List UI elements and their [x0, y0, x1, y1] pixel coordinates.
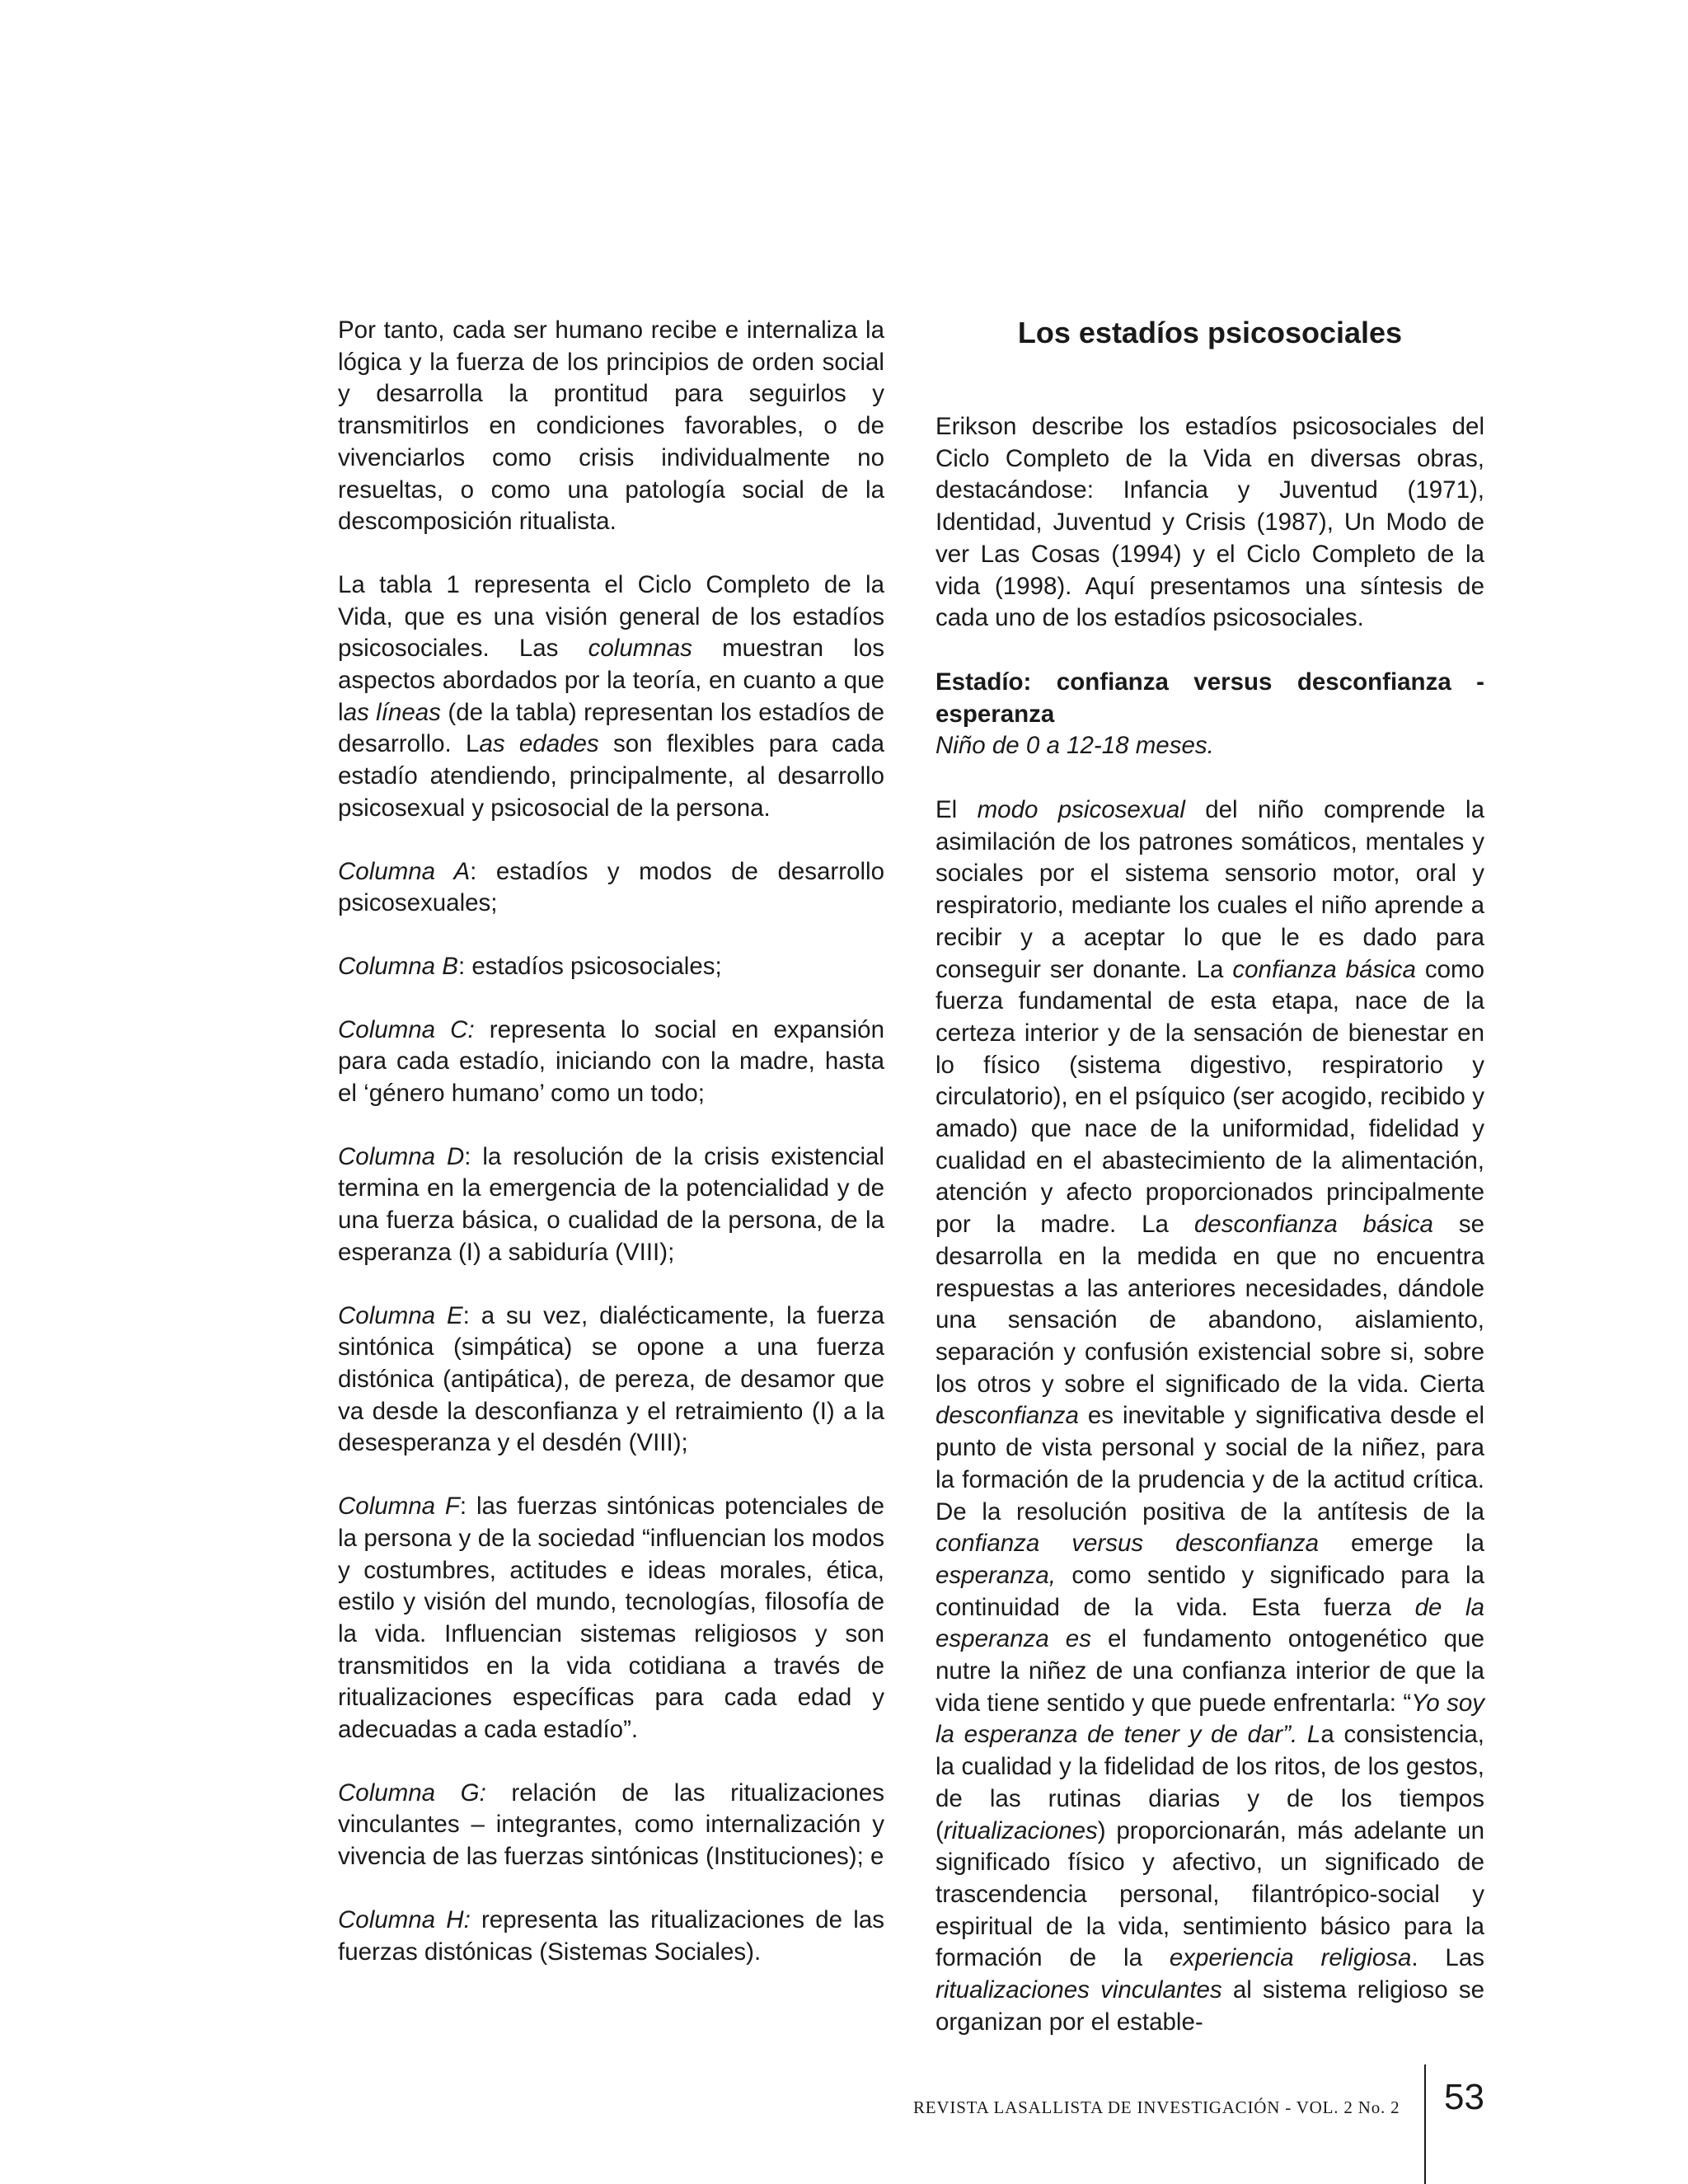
emphasis: desconfianza [935, 1402, 1079, 1430]
text-run: como sentido y significado para la continuidad de la vida. Esta fuerza [935, 1561, 1484, 1621]
paragraph-column-g [338, 1778, 884, 1873]
text-run: son flexibles para cada estadío atendiendo, principalmente, al desarrollo psicosexual y psicosocial de la persona. [338, 730, 884, 822]
text-run: representa las ritualizaciones de las fuerzas distónicas (Sistemas Sociales). [338, 1905, 884, 1966]
left-column [338, 315, 884, 1999]
text-run: al sistema religioso se organizan por el estable- [935, 1976, 1484, 2036]
column-label: Columna H: [338, 1905, 471, 1933]
text-run: se desarrolla en la medida en que no encuentra respuestas a las anteriores necesidades, dándole una sensación de abandono, aislamiento, separación y confusión existencial sobre si, sobre los otros y sobre el significado de la vida. Cierta [935, 1211, 1484, 1398]
text-run: La tabla 1 representa el Ciclo Completo de la Vida, que es una visión general de los estadíos psicosociales. Las [338, 570, 884, 663]
column-label: Columna C: [338, 1015, 475, 1043]
emphasis: experiencia religiosa [1169, 1944, 1412, 1972]
text-run: . Las [1411, 1944, 1484, 1972]
text-run: muestran los aspectos abordados por la teoría, en cuanto a que l [338, 635, 884, 726]
column-label: Columna B [338, 952, 458, 980]
column-label: Columna A [338, 857, 471, 885]
paragraph-column-e [338, 1301, 884, 1460]
paragraph-column-d [338, 1141, 884, 1269]
emphasis: Yo soy la esperanza de tener y de dar”. L [935, 1689, 1485, 1749]
text-run: Por tanto, cada ser humano recibe e internaliza la lógica y la fuerza de los principios de orden social y desarrolla la prontitud para seguirlos y transmitirlos en condiciones favorables, o de vivenciarlos como crisis individualmente no resueltas, o como una patología social de la descomposición ritualista. [338, 316, 884, 536]
journal-footer: REVISTA LASALLISTA DE INVESTIGACIÓN - VOL. 2 No. 2 [913, 2097, 1400, 2117]
paragraph-column-f [338, 1491, 884, 1746]
paragraph-table-description [338, 569, 884, 825]
paragraph-column-a [338, 856, 884, 920]
page-number: 53 [1444, 2077, 1484, 2117]
paragraph-column-h [338, 1905, 884, 1968]
text-run: : estadíos psicosociales; [457, 952, 722, 980]
text-run: Erikson describe los estadíos psicosociales del Ciclo Completo de la Vida en diversas obras, destacándose: Infancia y Juventud (1971), Identidad, Juventud y Crisis (1987), Un Modo de ver Las Cosas (1994) y el Ciclo Completo de la vida (1998). Aquí presentamos una síntesis de cada uno de los estadíos psicosociales. [935, 413, 1484, 632]
text-run: del niño comprende la asimilación de los patrones somáticos, mentales y sociales por el sistema sensorio motor, oral y respiratorio, mediante los cuales el niño aprende a recibir y a aceptar lo que le es dado para conseguir ser donante. La [935, 796, 1484, 983]
emphasis: confianza básica [1232, 955, 1416, 983]
column-label: Columna E [338, 1301, 463, 1329]
emphasis: columnas [588, 635, 692, 663]
emphasis: modo psicosexual [977, 796, 1185, 824]
text-run: representa lo social en expansión para cada estadío, iniciando con la madre, hasta el ‘género humano’ como un todo; [338, 1015, 884, 1108]
text-run: : las fuerzas sintónicas potenciales de la persona y de la sociedad “influencian los modos y costumbres, actitudes e ideas morales, ética, estilo y visión del mundo, tecnologías, filosofía de la vida. Influencian sistemas religiosos y son transmitidos en la vida cotidiana a través de ritualizaciones específicas para cada edad y adecuadas a cada estadío”. [338, 1493, 884, 1744]
text-run: como fuerza fundamental de esta etapa, nace de la certeza interior y de la sensación de bienestar en lo físico (sistema digestivo, respiratorio y circulatorio), en el psíquico (ser acogido, recibido y amado) que nace de la uniformidad, fidelidad y cualidad en el abastecimiento de la alimentación, atención y afecto proporcionados principalmente por la madre. La [935, 955, 1484, 1239]
emphasis: desconfianza básica [1193, 1211, 1433, 1239]
text-run: el fundamento ontogenético que nutre la niñez de una confianza interior de que la vida tiene sentido y que puede enfrentarla: “ [935, 1625, 1484, 1717]
emphasis: esperanza, [935, 1561, 1056, 1589]
right-column [935, 315, 1484, 2038]
text-run: ) proporcionarán, más adelante un significado físico y afectivo, un significado de trascendencia personal, filantrópico-social y espiritual de la vida, sentimiento básico para la formación de la [935, 1816, 1484, 1972]
text-run: : a su vez, dialécticamente, la fuerza sintónica (simpática) se opone a una fuerza distónica (antipática), de pereza, de desamor que va desde la desconfianza y el retraimiento (I) a la desesperanza y el desdén (VIII); [338, 1301, 884, 1457]
text-run: (de la tabla) representan los estadíos de desarrollo. L [338, 698, 884, 758]
paragraph-intro [338, 315, 884, 538]
stage-age: Niño de 0 a 12-18 meses. [935, 732, 1214, 760]
emphasis: ritualizaciones [943, 1816, 1098, 1844]
stage-title: Estadío: confianza versus desconfianza - esperanza [935, 668, 1484, 728]
section-title: Los estadíos psicosociales [1017, 316, 1403, 349]
text-run: : estadíos y modos de desarrollo psicosexuales; [338, 857, 884, 917]
paragraph-erikson-intro [935, 411, 1484, 635]
text-run: relación de las ritualizaciones vinculantes – integrantes, como internalización y vivencia de las fuerzas sintónicas (Instituciones); e [338, 1779, 884, 1871]
text-run: es inevitable y significativa desde el punto de vista personal y social de la niñez, para la formación de la prudencia y de la actitud crítica. De la resolución positiva de la antítesis de la [935, 1402, 1484, 1526]
text-run: emerge la [1319, 1530, 1484, 1558]
footer-divider [1424, 2064, 1426, 2184]
emphasis: as líneas [343, 698, 441, 726]
emphasis: confianza versus desconfianza [935, 1530, 1320, 1558]
emphasis: de la esperanza es [935, 1593, 1484, 1653]
paragraph-column-c [338, 1015, 884, 1110]
column-label: Columna G: [338, 1779, 486, 1807]
text-run: El [935, 796, 978, 824]
paragraph-column-b [338, 951, 884, 983]
column-label: Columna F [338, 1493, 460, 1521]
column-label: Columna D [338, 1142, 465, 1170]
paragraph-stage-body [935, 794, 1484, 2038]
text-run: : la resolución de la crisis existencial termina en la emergencia de la potencialidad y de una fuerza básica, o cualidad de la persona, de la esperanza (I) a sabiduría (VIII); [338, 1142, 884, 1266]
emphasis: as edades [479, 730, 599, 758]
emphasis: ritualizaciones vinculantes [935, 1976, 1222, 2004]
text-run: a consistencia, la cualidad y la fidelidad de los ritos, de los gestos, de las rutinas diarias y de los tiempos ( [935, 1721, 1484, 1844]
